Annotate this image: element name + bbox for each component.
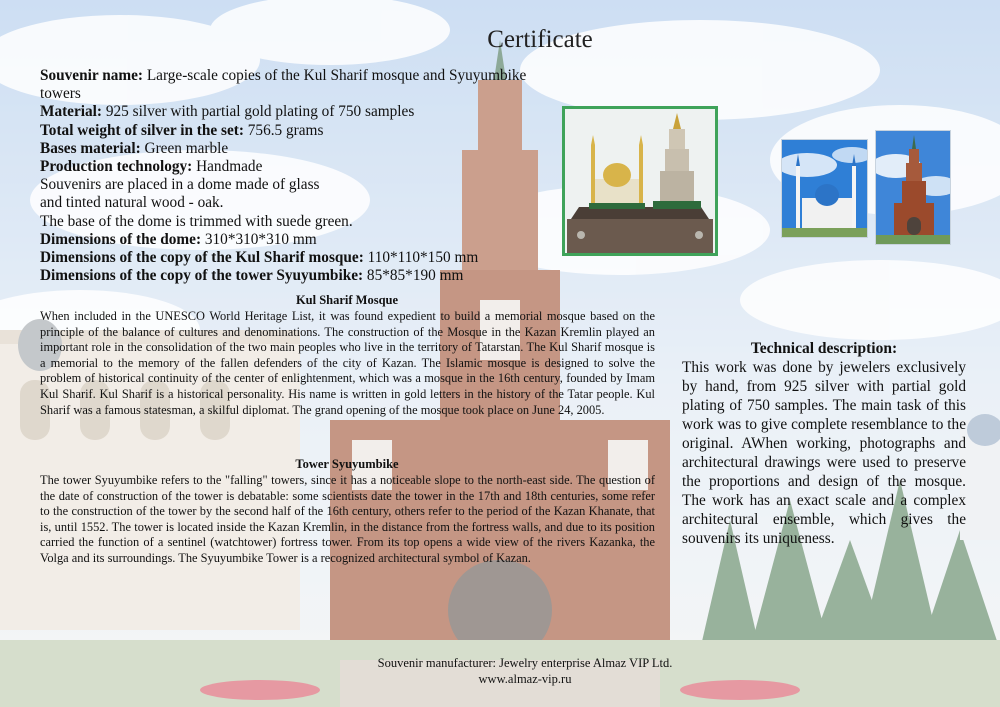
- syuyumbike-tower-illustration: [876, 131, 951, 245]
- spec-label: Dimensions of the dome:: [40, 230, 202, 248]
- kul-sharif-illustration: [782, 140, 868, 238]
- spec-label: Dimensions of the copy of the Kul Sharif mosque:: [40, 249, 364, 267]
- syuyumbike-tower-photo: [875, 130, 951, 245]
- spec-dome-note-3: [40, 213, 570, 231]
- spec-list: [40, 67, 570, 285]
- souvenir-dome-photo: [562, 106, 718, 256]
- souvenir-dome-illustration: [565, 109, 715, 253]
- spec-value: Green marble: [144, 139, 229, 157]
- spec-label: Material:: [40, 103, 103, 121]
- spec-label: Dimensions of the copy of the tower Syuyumbike:: [40, 267, 364, 285]
- spec-label: Souvenir name:: [40, 67, 143, 84]
- spec-mosque-dimensions: [40, 249, 570, 267]
- spec-value: Souvenirs are placed in a dome made of glass: [40, 176, 320, 194]
- spec-dome-note-1: [40, 176, 570, 194]
- spec-souvenir-name: [40, 67, 570, 103]
- spec-value: Handmade: [196, 158, 263, 176]
- technical-title: Technical description:: [750, 340, 898, 357]
- spec-label: Bases material:: [40, 139, 141, 157]
- spec-value: and tinted natural wood - oak.: [40, 194, 224, 212]
- spec-dome-note-2: [40, 194, 570, 212]
- spec-value: The base of the dome is trimmed with suede green.: [40, 212, 353, 230]
- spec-total-weight: [40, 122, 570, 140]
- spec-value: 85*85*190 mm: [366, 267, 464, 285]
- spec-label: Total weight of silver in the set:: [40, 121, 244, 139]
- spec-dome-dimensions: [40, 231, 570, 249]
- spec-bases-material: [40, 140, 570, 158]
- page-title: Certificate: [487, 26, 593, 53]
- spec-value: 310*310*310 mm: [204, 230, 317, 248]
- kul-sharif-photo: [781, 139, 868, 238]
- tower-title: Tower Syuyumbike: [295, 457, 399, 471]
- kul-sharif-title: Kul Sharif Mosque: [295, 293, 399, 307]
- spec-value: 756.5 grams: [247, 121, 324, 139]
- spec-production-technology: [40, 158, 570, 176]
- spec-value: 925 silver with partial gold plating of 750 samples: [105, 103, 415, 121]
- spec-value: Large-scale copies of the Kul Sharif mosque and Syuyumbike towers: [40, 67, 527, 103]
- spec-material: [40, 103, 570, 121]
- spec-tower-dimensions: [40, 267, 570, 285]
- technical-body: This work was done by jewelers exclusively by hand, from 925 silver with partial gold plating of 750 samples. The main task of this work was to give complete resemblance to the original. AWhen working, photographs and architectural drawings were used to preserve the proportions and design of the mosque. The work has an exact scale and a complex architectural ensemble, which gives the souvenirs its uniqueness.: [682, 359, 966, 547]
- tower-body: The tower Syuyumbike refers to the "falling" towers, since it has a noticeable slope to the north-east side. The question of the date of construction of the tower is debatable: some scientists date the tower in the 17th and 18th centuries, some refer to the construction of the tower by the second half of the 16th century, others refer to the period of the Kazan Khanate, that is, until 1552. The tower is located inside the Kazan Kremlin, in the distance from the fortress walls, and due to its position carried the function of a sentinel (watchtower) fortress tower. From its top opens a wide view of the rivers Kazanka, the Volga and its surroundings. The Syuyumbike Tower is a recognized architectural symbol of Kazan.: [40, 473, 655, 565]
- manufacturer-text: Souvenir manufacturer: Jewelry enterprise Almaz VIP Ltd.: [377, 656, 673, 670]
- kul-sharif-body: When included in the UNESCO World Heritage List, it was found expedient to build a memorial mosque based on the principle of the balance of cultures and denominations. The construction of the Mosque in the Kazan Kremlin played an important role in the consolidation of the two main peoples who live in the territory of Tatarstan. The Kul Sharif mosque is a memorial to the memory of the fallen defenders of the city of Kazan. The Islamic mosque is designed to solve the problem of historical continuity of the center of enlightenment, which was a mosque in the 16th century, founded by Imam Kul Sharif. Kul Sharif is a historical personality. His name is written in gold letters in the history of the Tatar people. Kul Sharif was a famous statesman, a skilful diplomat. The grand opening of the mosque took place on June 24, 2005.: [40, 309, 655, 417]
- website-link[interactable]: www.almaz-vip.ru: [478, 672, 572, 686]
- spec-label: Production technology:: [40, 158, 193, 176]
- spec-value: 110*110*150 mm: [367, 249, 479, 267]
